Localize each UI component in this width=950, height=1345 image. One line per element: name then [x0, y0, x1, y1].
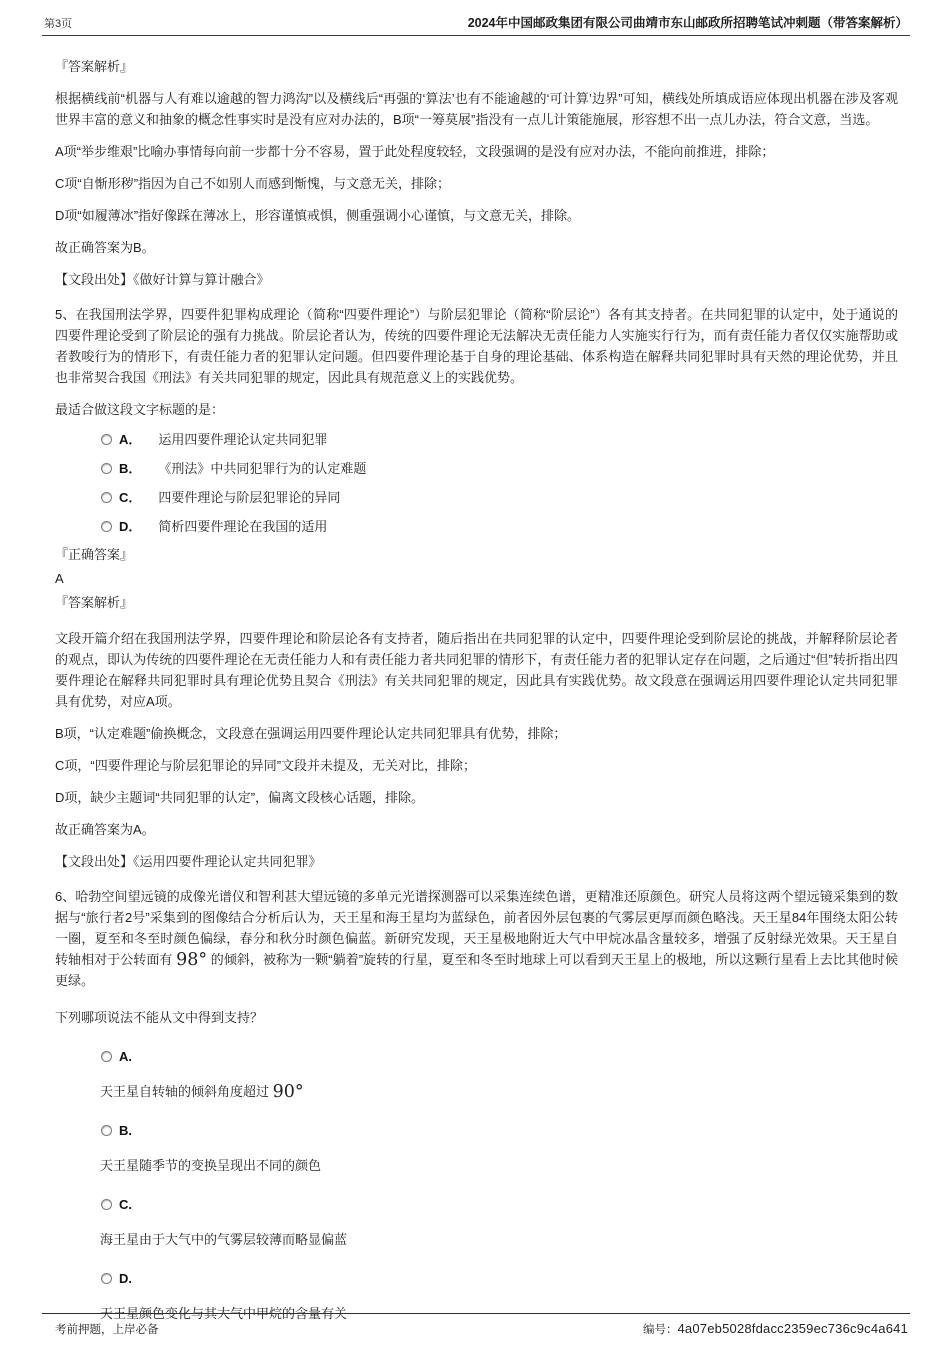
q5-option-c-text: 四要件理论与阶层犯罪论的异同: [158, 490, 341, 505]
footer-serial-value: 4a07eb5028fdacc2359ec736c9c4a641: [677, 1321, 908, 1336]
q6-option-c-row: [55, 1193, 898, 1215]
q5-analysis-paragraph-2: B项，“认定难题”偷换概念，文段意在强调运用四要件理论认定共同犯罪具有优势，排除；: [55, 726, 567, 741]
q5-option-d-radio[interactable]: [101, 521, 112, 532]
q6-option-b-label: B.: [119, 1122, 132, 1138]
q5-option-d-label: D．: [119, 519, 142, 534]
q6-option-a-radio[interactable]: [101, 1051, 112, 1062]
q5-option-c: [55, 486, 898, 509]
q6-stem-text-1: 6、哈勃空间望远镜的成像光谱仪和智利甚大望远镜的多单元光谱探测器可以采集连续色谱，更精准还原颜色。研究人员将这两个望远镜采集到的数据与“旅行者2号”采集到的图像结合分析后认为，天王星和海王星均为蓝绿色，前者因外层包裹的气雾层更厚而颜色略浅。天王星84年围绕太阳公转一圈，夏至和冬至时颜色偏绿，春分和秋分时颜色偏蓝。新研究发现，天王星极地附近大气中甲烷冰晶含量较多，增强了反射绿光效果。天王星自转轴相对于公转面有: [55, 889, 898, 967]
q6-option-a: [55, 1045, 898, 1102]
q5-analysis-paragraph-4: D项，缺少主题词“共同犯罪的认定”，偏离文段核心话题，排除。: [55, 790, 425, 805]
q5-option-d: [55, 515, 898, 538]
footer-serial: [643, 1321, 908, 1337]
q5-option-c-radio[interactable]: [101, 492, 112, 503]
q5-option-b-label: B．: [119, 461, 142, 476]
q5-option-c-label: C．: [119, 490, 142, 505]
q5-source: 【文段出处】《运用四要件理论认定共同犯罪》: [55, 854, 322, 869]
q6-option-b-radio[interactable]: [101, 1125, 112, 1136]
page-number: 第3页: [44, 18, 73, 30]
q6-option-d-text: 天王星颜色变化与其大气中甲烷的含量有关: [100, 1306, 348, 1321]
q5-analysis-paragraph-3: C项，“四要件理论与阶层犯罪论的异同”文段并未提及，无关对比，排除；: [55, 758, 477, 773]
q5-option-a-text: 运用四要件理论认定共同犯罪: [158, 432, 328, 447]
q4-analysis-paragraph-3: C项“自惭形秽”指因为自己不如别人而感到惭愧，与文意无关，排除；: [55, 176, 451, 191]
q6-stem-formula-98deg: 98°: [176, 950, 208, 970]
q6-option-b: [55, 1119, 898, 1176]
q5-option-d-text: 简析四要件理论在我国的适用: [158, 519, 328, 534]
q5-option-b-radio[interactable]: [101, 463, 112, 474]
q4-analysis-paragraph-2: A项“举步维艰”比喻办事情每向前一步都十分不容易，置于此处程度较轻，文段强调的是没有应对办法，不能向前推进，排除；: [55, 144, 775, 159]
q5-correct-answer-value: A: [55, 571, 64, 586]
q6-stem: [55, 886, 898, 991]
q4-analysis-title: 『答案解析』: [55, 59, 134, 74]
q6-option-c-label: C.: [119, 1196, 132, 1212]
q6-option-a-formula-90deg: 90°: [272, 1082, 304, 1102]
page-header: [42, 0, 910, 36]
q4-source: 【文段出处】《做好计算与算计融合》: [55, 272, 270, 287]
q5-correct-answer-title: 『正确答案』: [55, 547, 134, 562]
q6-option-a-text: 天王星自转轴的倾斜角度超过 90°: [100, 1082, 304, 1102]
q6-stem-text-2: 的倾斜，被称为一颗“躺着”旋转的行星，夏至和冬至时地球上可以看到天王星上的极地，所以这颗行星看上去比其他时候更绿。: [55, 952, 898, 988]
q5-stem: 5、在我国刑法学界，四要件犯罪构成理论（简称“四要件理论”）与阶层犯罪论（简称“阶层论”）各有其支持者。在共同犯罪的认定中，处于通说的四要件理论受到了阶层论的强有力挑战。阶层论者认为，传统的四要件理论无法解决无责任能力人实施实行行为，而有责任能力者仅仅实施帮助或者教唆行为的情形下，有责任能力者的犯罪认定问题。但四要件理论基于自身的理论基础、体系构造在解释共同犯罪时具有天然的理论优势，并且也非常契合我国《刑法》有关共同犯罪的规定，因此具有规范意义上的实践优势。: [55, 307, 898, 385]
q5-option-b-text: 《刑法》中共同犯罪行为的认定难题: [158, 461, 367, 476]
q6-option-b-text: 天王星随季节的变换呈现出不同的颜色: [100, 1158, 322, 1173]
page-content: [55, 56, 898, 1324]
document-title: 2024年中国邮政集团有限公司曲靖市东山邮政所招聘笔试冲刺题（带答案解析）: [467, 16, 908, 30]
q6-question: 下列哪项说法不能从文中得到支持？: [55, 1010, 264, 1025]
q5-option-a-label: A．: [119, 432, 142, 447]
q6-option-c: [55, 1193, 898, 1250]
q5-question: 最适合做这段文字标题的是：: [55, 402, 225, 417]
q5-analysis-paragraph-1: 文段开篇介绍在我国刑法学界，四要件理论和阶层论各有支持者，随后指出在共同犯罪的认定中，四要件理论受到阶层论的挑战，并解释阶层论者的观点，即认为传统的四要件理论在无责任能力人和有责任能力者共同犯罪的情形下，有责任能力者的犯罪认定存在问题，之后通过“但”转折指出四要件理论在解释共同犯罪时具有理论优势且契合《刑法》有关共同犯罪的规定，因此具有实践优势。故文段意在强调运用四要件理论认定共同犯罪具有优势，对应A项。: [55, 631, 898, 709]
q6-option-b-row: [55, 1119, 898, 1141]
q4-conclusion: 故正确答案为B。: [55, 240, 155, 255]
q6-option-c-radio[interactable]: [101, 1199, 112, 1210]
q4-analysis-paragraph-1: 根据横线前“机器与人有难以逾越的智力鸿沟”以及横线后“再强的‘算法’也有不能逾越的‘可计算’边界”可知，横线处所填成语应体现出机器在涉及客观世界丰富的意义和抽象的概念性事实时是没有应对办法的，B项“一筹莫展”指没有一点儿计策能施展，形容想不出一点儿办法，符合文意，当选。: [55, 91, 898, 127]
q5-options: [55, 428, 898, 538]
q6-option-d-row: [55, 1267, 898, 1289]
q5-analysis-title: 『答案解析』: [55, 595, 134, 610]
q5-conclusion: 故正确答案为A。: [55, 822, 155, 837]
q5-option-a: [55, 428, 898, 451]
q6-option-a-row: [55, 1045, 898, 1067]
page-footer: [0, 1313, 950, 1337]
q6-option-d-label: D.: [119, 1270, 132, 1286]
q6-option-a-label: A.: [119, 1048, 132, 1064]
q5-option-a-radio[interactable]: [101, 434, 112, 445]
q6-option-c-text: 海王星由于大气中的气雾层较薄而略显偏蓝: [100, 1232, 348, 1247]
q4-analysis-paragraph-4: D项“如履薄冰”指好像踩在薄冰上，形容谨慎戒惧，侧重强调小心谨慎，与文意无关，排除。: [55, 208, 581, 223]
q5-option-b: [55, 457, 898, 480]
q6-options: [55, 1045, 898, 1324]
q6-option-d-radio[interactable]: [101, 1273, 112, 1284]
footer-serial-label: 编号：: [643, 1324, 678, 1336]
footer-slogan: 考前押题，上岸必备: [55, 1324, 159, 1336]
